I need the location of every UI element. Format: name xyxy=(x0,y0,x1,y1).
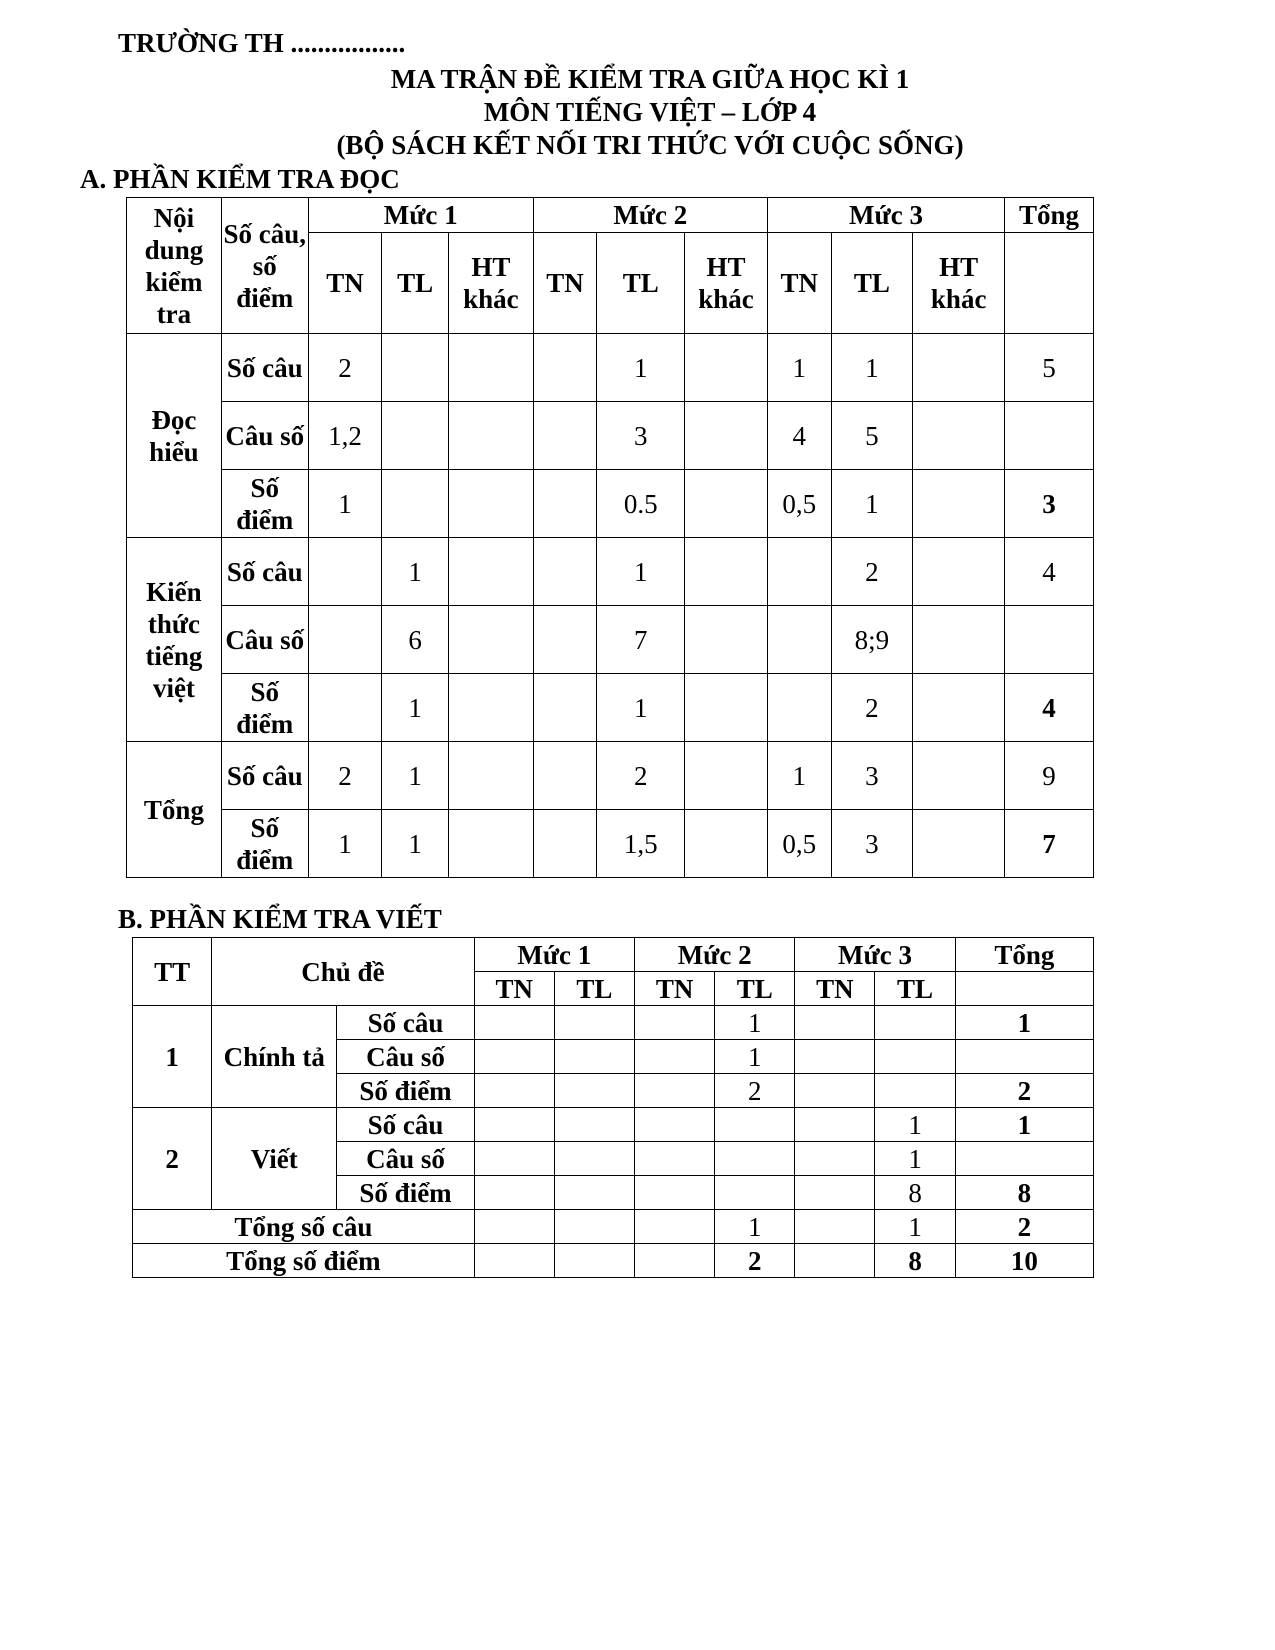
row-label: Câu số xyxy=(337,1040,474,1074)
row-label: Câu số xyxy=(221,606,308,674)
cell xyxy=(533,674,597,742)
sub-tl: TL xyxy=(597,233,685,334)
total-cell xyxy=(955,1040,1093,1074)
cell: 1 xyxy=(597,674,685,742)
section-a-heading: A. PHẦN KIỂM TRA ĐỌC xyxy=(80,164,400,194)
cell xyxy=(308,674,382,742)
total-cell: 10 xyxy=(955,1244,1093,1278)
cell xyxy=(635,1244,715,1278)
cell xyxy=(554,1040,634,1074)
total-cell: 7 xyxy=(1005,810,1094,878)
sub-tn: TN xyxy=(533,233,597,334)
cell xyxy=(308,606,382,674)
sub-tl: TL xyxy=(715,972,795,1006)
table-row-total-points xyxy=(133,1244,1094,1278)
cell: 2 xyxy=(597,742,685,810)
cell xyxy=(715,1142,795,1176)
cell xyxy=(448,334,533,402)
total-cell: 2 xyxy=(955,1074,1093,1108)
cell xyxy=(474,1006,554,1040)
cell xyxy=(715,1176,795,1210)
sub-tn: TN xyxy=(474,972,554,1006)
header-level-2: Mức 2 xyxy=(635,938,795,972)
row-label: Câu số xyxy=(221,402,308,470)
cell: 2 xyxy=(308,742,382,810)
cell: 1 xyxy=(875,1108,955,1142)
row-label: Số điểm xyxy=(337,1074,474,1108)
cell xyxy=(767,538,831,606)
total-cell xyxy=(955,1142,1093,1176)
row-label: Số câu xyxy=(221,334,308,402)
total-cell: 1 xyxy=(955,1108,1093,1142)
cell xyxy=(635,1006,715,1040)
total-cell: 4 xyxy=(1005,538,1094,606)
cell: 0,5 xyxy=(767,810,831,878)
cell xyxy=(533,606,597,674)
table-row xyxy=(127,402,1094,470)
cell xyxy=(448,470,533,538)
cell: 6 xyxy=(382,606,449,674)
table-row xyxy=(133,1006,1094,1040)
cell: 2 xyxy=(831,538,913,606)
cell xyxy=(767,606,831,674)
cell: 8 xyxy=(875,1176,955,1210)
total-cell: 9 xyxy=(1005,742,1094,810)
group-tt: 1 xyxy=(133,1006,212,1108)
cell: 1 xyxy=(831,470,913,538)
table-row xyxy=(127,810,1094,878)
row-label: Số câu xyxy=(221,742,308,810)
header-level-1: Mức 1 xyxy=(474,938,634,972)
school-name: TRƯỜNG TH ................. xyxy=(118,28,406,58)
cell xyxy=(474,1040,554,1074)
cell xyxy=(474,1210,554,1244)
row-label: Số câu xyxy=(337,1108,474,1142)
cell xyxy=(554,1074,634,1108)
cell xyxy=(913,810,1005,878)
sub-tn: TN xyxy=(635,972,715,1006)
cell xyxy=(474,1074,554,1108)
cell: 3 xyxy=(831,810,913,878)
sub-ht: HT khác xyxy=(448,233,533,334)
sub-tn: TN xyxy=(795,972,875,1006)
cell: 1 xyxy=(382,538,449,606)
table-row xyxy=(127,538,1094,606)
cell xyxy=(795,1142,875,1176)
header-level-2: Mức 2 xyxy=(533,198,767,233)
cell: 1 xyxy=(308,810,382,878)
sub-tl: TL xyxy=(382,233,449,334)
row-label: Số câu xyxy=(221,538,308,606)
cell xyxy=(635,1040,715,1074)
cell xyxy=(533,810,597,878)
cell xyxy=(308,538,382,606)
sub-tn: TN xyxy=(767,233,831,334)
cell xyxy=(635,1210,715,1244)
table-row xyxy=(127,334,1094,402)
cell: 1 xyxy=(875,1210,955,1244)
cell xyxy=(635,1142,715,1176)
group-topic: Chính tả xyxy=(212,1006,337,1108)
cell: 1 xyxy=(597,334,685,402)
cell: 2 xyxy=(715,1074,795,1108)
total-cell: 5 xyxy=(1005,334,1094,402)
cell xyxy=(795,1210,875,1244)
cell xyxy=(635,1108,715,1142)
cell xyxy=(448,538,533,606)
cell: 1,5 xyxy=(597,810,685,878)
cell xyxy=(875,1074,955,1108)
cell: 1 xyxy=(715,1006,795,1040)
sub-total-empty xyxy=(955,972,1093,1006)
cell: 0,5 xyxy=(767,470,831,538)
table-row xyxy=(133,1108,1094,1142)
cell: 7 xyxy=(597,606,685,674)
cell: 1 xyxy=(382,674,449,742)
row-label: Số điểm xyxy=(337,1176,474,1210)
section-b-heading: B. PHẦN KIỂM TRA VIẾT xyxy=(118,904,442,934)
document-title: MA TRẬN ĐỀ KIỂM TRA GIỮA HỌC KÌ 1 xyxy=(390,64,910,94)
group-topic: Viết xyxy=(212,1108,337,1210)
row-label: Số câu xyxy=(337,1006,474,1040)
cell: 0.5 xyxy=(597,470,685,538)
cell: 2 xyxy=(715,1244,795,1278)
table-row xyxy=(127,606,1094,674)
cell xyxy=(685,606,768,674)
cell xyxy=(382,402,449,470)
cell xyxy=(533,538,597,606)
sub-tl: TL xyxy=(554,972,634,1006)
cell xyxy=(448,674,533,742)
header-level-1: Mức 1 xyxy=(308,198,533,233)
sub-tl: TL xyxy=(831,233,913,334)
group-name: Kiến thức tiếng việt xyxy=(127,538,222,742)
total-cell: 8 xyxy=(955,1176,1093,1210)
header-total: Tổng xyxy=(955,938,1093,972)
cell: 1,2 xyxy=(308,402,382,470)
cell xyxy=(448,810,533,878)
cell: 2 xyxy=(308,334,382,402)
document-book-series: (BỘ SÁCH KẾT NỐI TRI THỨC VỚI CUỘC SỐNG) xyxy=(336,130,964,160)
sub-tn: TN xyxy=(308,233,382,334)
reading-matrix-table xyxy=(126,197,1094,878)
cell: 1 xyxy=(308,470,382,538)
sub-ht: HT khác xyxy=(913,233,1005,334)
cell xyxy=(685,810,768,878)
cell xyxy=(448,402,533,470)
cell xyxy=(448,606,533,674)
cell xyxy=(474,1108,554,1142)
cell xyxy=(685,742,768,810)
cell xyxy=(685,334,768,402)
cell xyxy=(795,1108,875,1142)
cell xyxy=(913,742,1005,810)
cell: 1 xyxy=(767,334,831,402)
cell xyxy=(382,470,449,538)
total-cell: 3 xyxy=(1005,470,1094,538)
row-label: Số điểm xyxy=(221,810,308,878)
cell: 1 xyxy=(767,742,831,810)
cell xyxy=(715,1108,795,1142)
total-cell: 1 xyxy=(955,1006,1093,1040)
cell xyxy=(795,1244,875,1278)
cell xyxy=(913,334,1005,402)
cell: 3 xyxy=(597,402,685,470)
total-cell xyxy=(1005,402,1094,470)
header-tt: TT xyxy=(133,938,212,1006)
cell: 1 xyxy=(831,334,913,402)
cell xyxy=(533,402,597,470)
cell: 5 xyxy=(831,402,913,470)
table-row-total-questions xyxy=(133,1210,1094,1244)
group-name: Tổng xyxy=(127,742,222,878)
cell xyxy=(913,402,1005,470)
cell xyxy=(875,1040,955,1074)
cell: 1 xyxy=(715,1040,795,1074)
cell xyxy=(685,674,768,742)
group-name: Đọc hiểu xyxy=(127,334,222,538)
cell: 1 xyxy=(382,810,449,878)
sub-ht: HT khác xyxy=(685,233,768,334)
cell xyxy=(474,1142,554,1176)
cell xyxy=(795,1176,875,1210)
document-subject: MÔN TIẾNG VIỆT – LỚP 4 xyxy=(483,97,817,127)
row-label: Số điểm xyxy=(221,470,308,538)
cell: 1 xyxy=(597,538,685,606)
group-tt: 2 xyxy=(133,1108,212,1210)
cell xyxy=(767,674,831,742)
cell xyxy=(913,538,1005,606)
cell xyxy=(913,470,1005,538)
cell xyxy=(554,1108,634,1142)
cell: 2 xyxy=(831,674,913,742)
total-cell: 2 xyxy=(955,1210,1093,1244)
sub-total-empty xyxy=(1005,233,1094,334)
header-level-3: Mức 3 xyxy=(767,198,1004,233)
header-content: Nội dung kiểm tra xyxy=(127,198,222,334)
cell: 1 xyxy=(875,1142,955,1176)
cell xyxy=(554,1006,634,1040)
cell xyxy=(913,674,1005,742)
cell xyxy=(795,1040,875,1074)
cell: 8 xyxy=(875,1244,955,1278)
cell xyxy=(554,1176,634,1210)
row-label: Tổng số câu xyxy=(133,1210,475,1244)
table-header-row xyxy=(127,198,1094,233)
cell xyxy=(685,402,768,470)
table-header-row xyxy=(133,938,1094,972)
header-level-3: Mức 3 xyxy=(795,938,955,972)
cell: 8;9 xyxy=(831,606,913,674)
cell xyxy=(875,1006,955,1040)
cell xyxy=(554,1142,634,1176)
cell: 4 xyxy=(767,402,831,470)
sub-tl: TL xyxy=(875,972,955,1006)
header-type: Số câu, số điểm xyxy=(221,198,308,334)
cell xyxy=(554,1244,634,1278)
cell xyxy=(382,334,449,402)
cell xyxy=(533,470,597,538)
header-total: Tổng xyxy=(1005,198,1094,233)
total-cell: 4 xyxy=(1005,674,1094,742)
table-row xyxy=(127,742,1094,810)
row-label: Câu số xyxy=(337,1142,474,1176)
total-cell xyxy=(1005,606,1094,674)
cell: 3 xyxy=(831,742,913,810)
cell xyxy=(533,334,597,402)
cell xyxy=(635,1074,715,1108)
writing-matrix-table xyxy=(132,937,1094,1278)
row-label: Tổng số điểm xyxy=(133,1244,475,1278)
cell xyxy=(795,1074,875,1108)
table-row xyxy=(127,674,1094,742)
table-row xyxy=(127,470,1094,538)
cell xyxy=(913,606,1005,674)
row-label: Số điểm xyxy=(221,674,308,742)
cell: 1 xyxy=(382,742,449,810)
cell xyxy=(533,742,597,810)
cell: 1 xyxy=(715,1210,795,1244)
cell xyxy=(474,1244,554,1278)
cell xyxy=(795,1006,875,1040)
header-topic: Chủ đề xyxy=(212,938,475,1006)
cell xyxy=(685,470,768,538)
cell xyxy=(635,1176,715,1210)
cell xyxy=(448,742,533,810)
cell xyxy=(474,1176,554,1210)
cell xyxy=(685,538,768,606)
cell xyxy=(554,1210,634,1244)
